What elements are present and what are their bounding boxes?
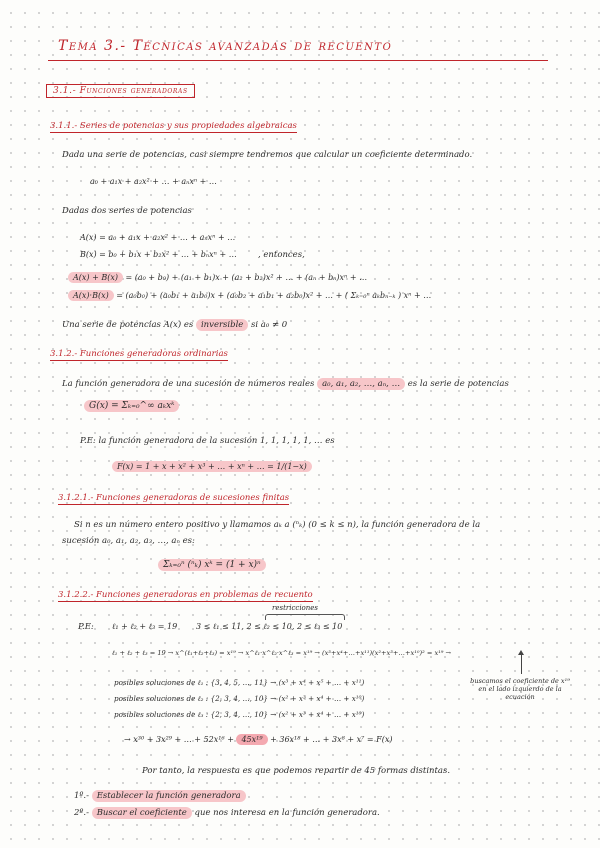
product-lhs: A(x)·B(x) <box>68 290 114 301</box>
product-formula <box>68 291 431 300</box>
example-312: P.E: la función generadora de la sucesión 1, 1, 1, 1, 1, … es <box>80 436 335 446</box>
geometric-series: F(x) = 1 + x + x² + x³ + … + xⁿ + … = 1/(1−x) <box>112 462 312 471</box>
power-series: a₀ + a₁x + a₂x² + … + aₙxⁿ + … <box>90 177 217 186</box>
sum-formula <box>68 273 367 282</box>
subsection-heading-312: 3.1.2.- Funciones generadoras ordinarias <box>50 349 228 359</box>
sum-rhs: = (a₀ + b₀) + (a₁ + b₁)x + (a₂ + b₂)x² + … + (aₙ + bₙ)xⁿ + … <box>125 273 368 282</box>
expanded-result: → x³⁰ + 3x²⁹ + … + 52x¹⁶ + 45x¹⁹ + 36x¹⁸ + … + 3x⁸ + x⁷ = F(x) <box>124 735 393 744</box>
page-title: Tema 3.- Técnicas avanzadas de recuento <box>58 38 393 54</box>
entonces-text: , entonces, <box>258 250 305 260</box>
coefficient-note: buscamos el coeficiente de x¹⁹ en el lado izquierdo de la ecuación <box>470 677 570 701</box>
invertible-word: inversible <box>196 319 248 331</box>
section-heading: 3.1.- Funciones generadoras <box>46 84 195 98</box>
step-2-highlight: Buscar el coeficiente <box>92 807 192 819</box>
subsection-heading-311: 3.1.1.- Series de potencias y sus propiedades algebraicas <box>50 121 297 131</box>
step-1: 1º.- Establecer la función generadora <box>74 791 246 801</box>
sum-lhs: A(x) + B(x) <box>68 272 123 283</box>
finite-text-1: Si n es un número entero positivo y llamamos aₖ a (ⁿₖ) (0 ≤ k ≤ n), la función generadora de la <box>74 520 481 530</box>
step-1-highlight: Establecer la función generadora <box>92 790 246 802</box>
exponent-chain: ℓ₁ + ℓ₂ + ℓ₃ = 19 → x^(ℓ₁+ℓ₂+ℓ₃) = x¹⁹ → x^ℓ₁·x^ℓ₂·x^ℓ₃ = x¹⁹ → (x³+x⁴+…+x¹¹)(x²+x³+…+x¹⁰)² = x¹⁹ → <box>112 649 452 657</box>
ogf-formula: G(x) = Σₖ₌₀^∞ aₖxᵏ <box>84 401 179 411</box>
series-b: B(x) = b₀ + b₁x + b₂x² + … + bₙxⁿ + … <box>80 250 237 259</box>
sequence-highlight: a₀, a₁, a₂, …, aₙ, … <box>317 378 405 390</box>
binomial-formula: Σₖ₌₀ⁿ (ⁿₖ) xᵏ = (1 + x)ⁿ <box>158 560 266 570</box>
example-label: P.E: <box>80 436 96 446</box>
finite-text-2: sucesión a₀, a₁, a₂, a₃, …, aₙ es: <box>62 536 195 546</box>
subsection-heading-3121: 3.1.2.1.- Funciones generadoras de sucesiones finitas <box>58 493 290 503</box>
dadas-text: Dadas dos series de potencias <box>62 206 192 216</box>
step-2: 2º.- Buscar el coeficiente que nos interesa en la función generadora. <box>74 808 380 818</box>
series-a: A(x) = a₀ + a₁x + a₂x² + … + aₙxⁿ + … <box>80 233 236 242</box>
equation: ℓ₁ + ℓ₂ + ℓ₃ = 19 <box>112 622 178 631</box>
solutions-l2: posibles soluciones de ℓ₂ : {2, 3, 4, …, 10} → (x² + x³ + x⁴ + … + x¹⁰) <box>114 694 365 703</box>
intro-text: Dada una serie de potencias, casi siempre tendremos que calcular un coeficiente determinado. <box>62 150 473 160</box>
solutions-l3: posibles soluciones de ℓ₃ : {2, 3, 4, …, 10} → (x² + x³ + x⁴ + … + x¹⁰) <box>114 710 365 719</box>
restrictions-label: restricciones <box>272 604 319 612</box>
restrictions: 3 ≤ ℓ₁ ≤ 11, 2 ≤ ℓ₂ ≤ 10, 2 ≤ ℓ₃ ≤ 10 <box>196 622 343 631</box>
coefficient-highlight: 45x¹⁹ <box>236 734 267 745</box>
example-label-3122: P.E: <box>78 622 94 632</box>
ogf-definition: La función generadora de una sucesión de números reales a₀, a₁, a₂, …, aₙ, … es la serie de potencias <box>62 379 509 389</box>
product-rhs: = (a₀b₀) + (a₀b₁ + a₁b₀)x + (a₀b₂ + a₁b₁ + a₂b₀)x² + … + ( Σₖ₌₀ⁿ aₖbₙ₋ₖ ) xⁿ + … <box>116 291 432 300</box>
arrow-up-icon <box>521 652 522 674</box>
subsection-heading-3122: 3.1.2.2.- Funciones generadoras en problemas de recuento <box>58 590 313 600</box>
conclusion: Por tanto, la respuesta es que podemos repartir de 45 formas distintas. <box>142 766 451 776</box>
title-underline <box>48 60 548 61</box>
restrictions-brace <box>265 614 345 620</box>
invertible-text: Una serie de potencias A(x) es inversible si a₀ ≠ 0 <box>62 320 288 330</box>
solutions-l1: posibles soluciones de ℓ₁ : {3, 4, 5, …, 11} → (x³ + x⁴ + x⁵ + … + x¹¹) <box>114 678 365 687</box>
